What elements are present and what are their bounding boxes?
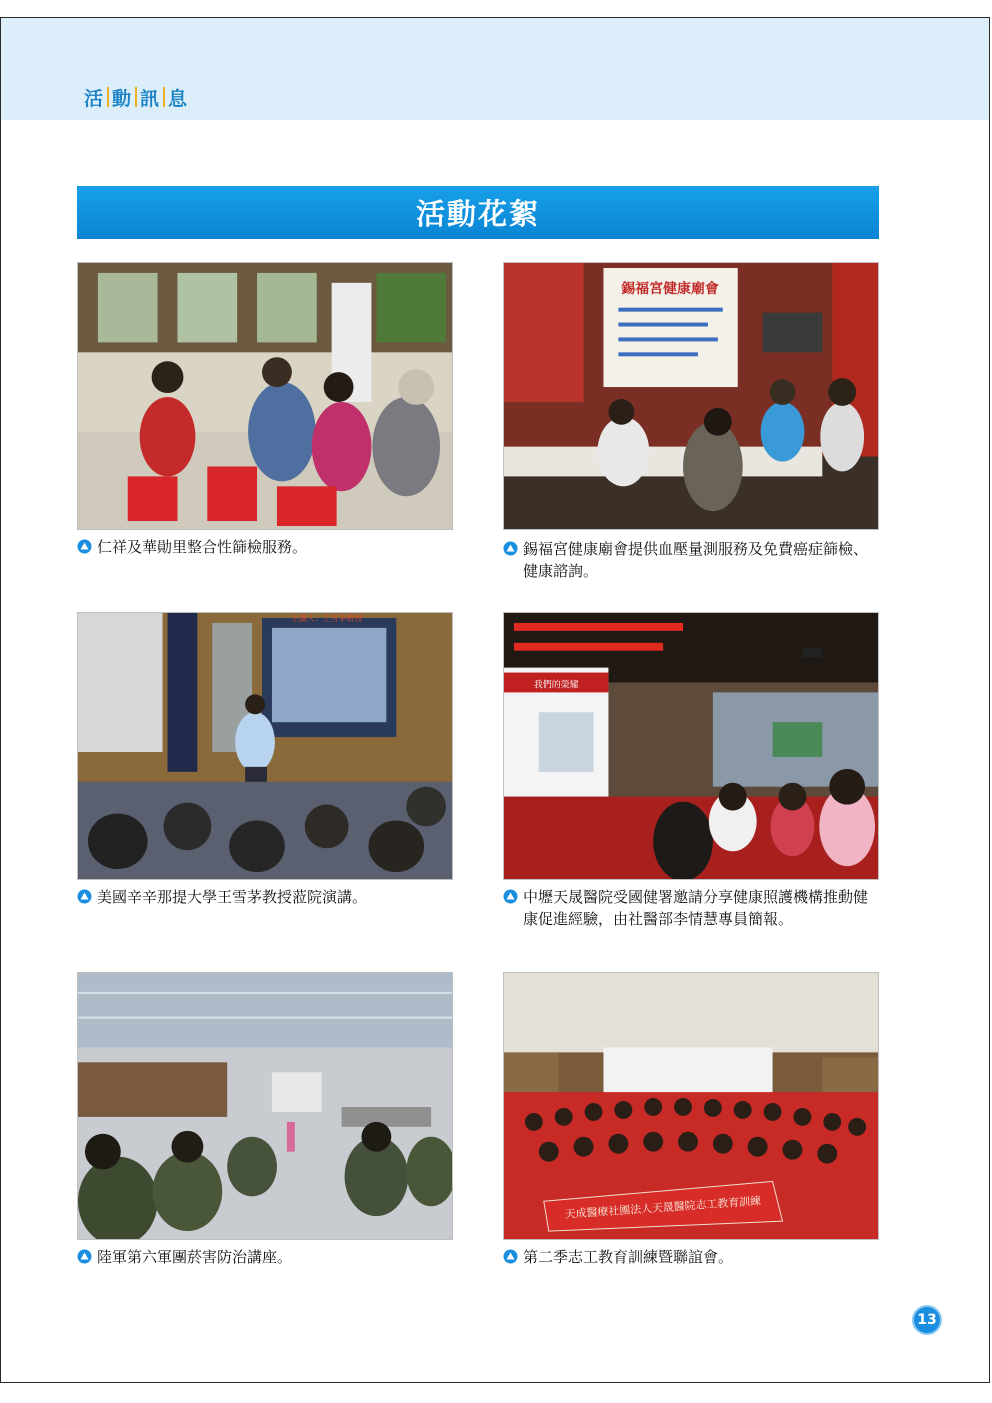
section-label-char: 動 <box>112 87 133 110</box>
triangle-bullet-icon <box>503 541 518 556</box>
separator <box>135 87 137 107</box>
triangle-bullet-icon <box>77 1249 92 1264</box>
caption <box>77 886 452 908</box>
caption-text: 美國辛辛那提大學王雪茅教授蒞院演講。 <box>97 888 368 906</box>
triangle-bullet-icon <box>503 889 518 904</box>
section-label-char: 活 <box>84 87 105 110</box>
caption <box>503 886 878 930</box>
caption-text: 仁祥及華勛里整合性篩檢服務。 <box>97 538 308 556</box>
photo-army-lecture <box>77 972 453 1240</box>
sign-text: 錫福宮健康廟會 <box>621 280 719 297</box>
caption <box>503 1246 878 1268</box>
caption-text: 中壢天晟醫院受國健署邀請分享健康照護機構推動健康促進經驗，由社醫部李情慧專員簡報。 <box>523 888 869 928</box>
triangle-bullet-icon <box>503 1249 518 1264</box>
photo-professor-lecture <box>77 612 453 880</box>
triangle-bullet-icon <box>77 539 92 554</box>
section-label-char: 訊 <box>140 87 161 110</box>
caption <box>77 1246 452 1268</box>
caption-text: 陸軍第六軍團菸害防治講座。 <box>97 1248 293 1266</box>
triangle-bullet-icon <box>77 889 92 904</box>
separator <box>107 87 109 107</box>
section-label-char: 息 <box>168 87 189 110</box>
photo-health-promotion-briefing <box>503 612 879 880</box>
caption <box>503 538 878 582</box>
banner-text: 天成醫療社團法人天晟醫院志工教育訓練 <box>564 1194 762 1222</box>
section-label <box>82 84 190 110</box>
photo-volunteer-group <box>503 972 879 1240</box>
page-title: 活動花絮 <box>415 197 540 231</box>
title-bar <box>77 186 879 239</box>
sign-text: 我們的榮耀 <box>533 680 579 691</box>
photo-screening-service <box>77 262 453 530</box>
photo-temple-health-fair <box>503 262 879 530</box>
caption-text: 第二季志工教育訓練暨聯誼會。 <box>523 1248 734 1266</box>
sign-text: 主講人：王雪茅教授 <box>290 613 363 623</box>
separator <box>163 87 165 107</box>
page-number: 13 <box>912 1305 942 1335</box>
caption-text: 錫福宮健康廟會提供血壓量測服務及免費癌症篩檢、健康諮詢。 <box>523 540 869 580</box>
caption <box>77 536 452 558</box>
